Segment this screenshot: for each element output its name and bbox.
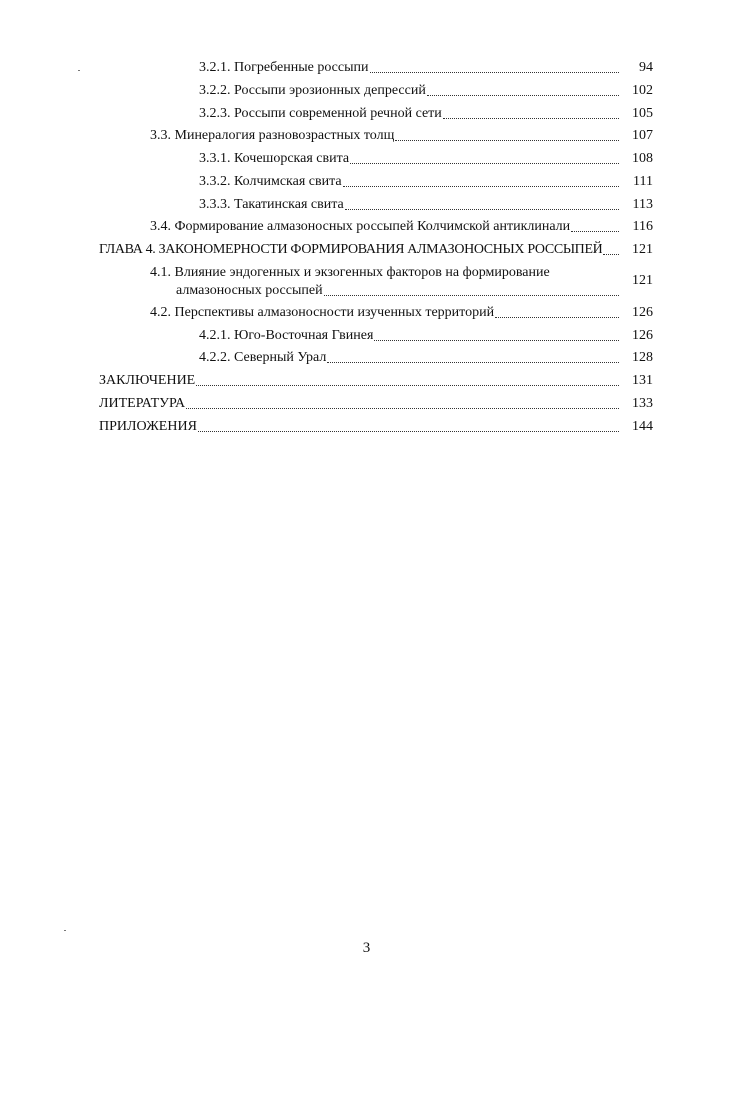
- toc-entry-page: 116: [632, 219, 653, 235]
- toc-entry-title: ГЛАВА 4. ЗАКОНОМЕРНОСТИ ФОРМИРОВАНИЯ АЛМАЗОНОСНЫХ РОССЫПЕЙ: [99, 242, 603, 257]
- toc-entry-page: 133: [632, 395, 653, 411]
- toc-chapter-entry[interactable]: [0, 392, 733, 415]
- toc-entry-page: 126: [632, 327, 653, 343]
- toc-entry-page: 121: [632, 242, 653, 257]
- toc-entry[interactable]: [0, 79, 733, 102]
- toc-entry-page: 107: [632, 128, 653, 144]
- toc-entry-title: 3.3.1. Кочешорская свита: [199, 151, 350, 166]
- toc-entry-page: 111: [633, 173, 653, 189]
- toc-entry[interactable]: [0, 346, 733, 369]
- toc-entry[interactable]: [0, 170, 733, 193]
- toc-entry[interactable]: [0, 215, 733, 238]
- toc-entry-page: 108: [632, 151, 653, 166]
- dot-leader: [196, 385, 619, 386]
- toc-entry[interactable]: [0, 147, 733, 170]
- toc-entry-title: 3.2.1. Погребенные россыпи: [199, 60, 369, 75]
- toc-entry-page: 94: [639, 60, 653, 75]
- dot-leader: [427, 95, 619, 96]
- toc-chapter-entry[interactable]: [0, 415, 733, 438]
- toc-entry-title: 3.2.3. Россыпи современной речной сети: [199, 105, 442, 121]
- toc-entry-title: 3.3.2. Колчимская свита: [199, 173, 342, 189]
- dot-leader: [350, 163, 619, 164]
- toc-entry-title: 4.2.1. Юго-Восточная Гвинея: [199, 327, 374, 343]
- toc-entry[interactable]: [0, 193, 733, 216]
- dot-leader: [345, 209, 619, 210]
- dot-leader: [374, 340, 619, 341]
- dot-leader: [198, 431, 619, 432]
- dot-leader: [443, 118, 619, 119]
- dot-leader: [324, 295, 619, 296]
- toc-entry-title: ПРИЛОЖЕНИЯ: [99, 418, 197, 434]
- toc-entry-title-continued: алмазоносных россыпей: [176, 282, 323, 298]
- toc-entry-title: 4.2. Перспективы алмазоносности изученных территорий: [150, 304, 495, 320]
- toc-entry-page: 121: [632, 272, 653, 288]
- page-number: 3: [362, 940, 371, 956]
- toc-entry[interactable]: [0, 301, 733, 324]
- dot-leader: [343, 186, 619, 187]
- toc-entry-page: 131: [632, 373, 653, 388]
- toc-entry-page: 128: [632, 350, 653, 366]
- toc-chapter-entry[interactable]: [0, 238, 733, 261]
- toc-entry-title: ЗАКЛЮЧЕНИЕ: [99, 373, 196, 388]
- toc-entry-page: 126: [632, 304, 653, 320]
- toc-entry-title: 3.3.3. Такатинская свита: [199, 196, 344, 212]
- dot-leader: [370, 72, 620, 73]
- dot-leader: [603, 254, 619, 255]
- toc-entry-title: 4.1. Влияние эндогенных и экзогенных факторов на формирование: [150, 264, 550, 280]
- toc-entry-title: 4.2.2. Северный Урал: [199, 350, 327, 366]
- toc-entry-page: 113: [632, 196, 653, 212]
- dot-leader: [186, 408, 619, 409]
- toc-entry-page: 144: [632, 418, 653, 434]
- dot-leader: [571, 231, 619, 232]
- toc-entry-title: ЛИТЕРАТУРА: [99, 395, 186, 411]
- toc-entry[interactable]: [0, 261, 733, 301]
- toc-entry[interactable]: [0, 56, 733, 79]
- toc-entry[interactable]: [0, 324, 733, 347]
- toc-entry-page: 105: [632, 105, 653, 121]
- dot-leader: [327, 362, 619, 363]
- dot-leader: [395, 140, 619, 141]
- toc-entry[interactable]: [0, 102, 733, 125]
- toc-entry[interactable]: [0, 124, 733, 147]
- toc-chapter-entry[interactable]: [0, 369, 733, 392]
- toc-entry-title: 3.3. Минералогия разновозрастных толщ: [150, 128, 395, 144]
- toc-entry-title: 3.4. Формирование алмазоносных россыпей Колчимской антиклинали: [150, 219, 571, 235]
- toc-entry-page: 102: [632, 82, 653, 98]
- dot-leader: [495, 317, 619, 318]
- table-of-contents: [0, 56, 733, 437]
- scan-speck: [64, 930, 66, 931]
- toc-entry-title: 3.2.2. Россыпи эрозионных депрессий: [199, 82, 426, 98]
